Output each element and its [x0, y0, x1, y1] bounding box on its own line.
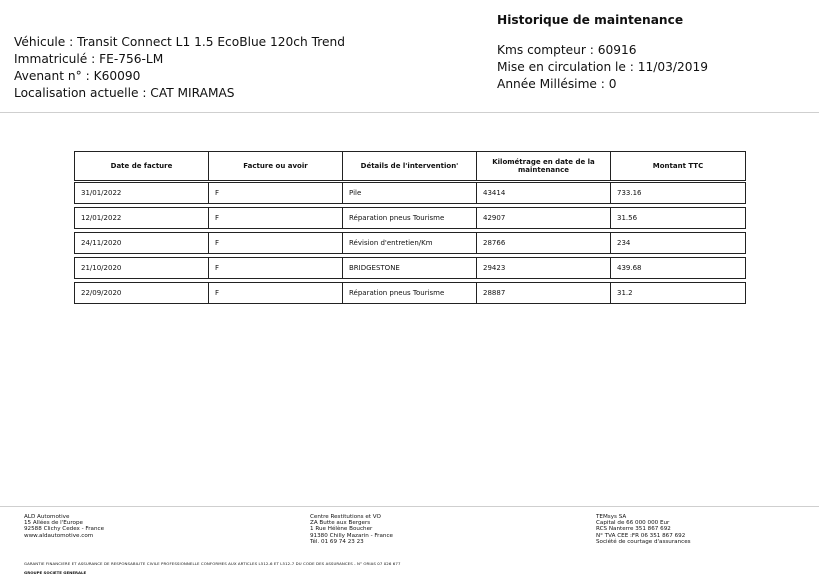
- footer-legal-notice: GARANTIE FINANCIERE ET ASSURANCE DE RESPONSABILITE CIVILE PROFESSIONNELLE CONFORMES AUX ARTICLES L512-6 ET L512-7 DU CODE DES ASSURANCES - N° ORIAS 07 026 677: [24, 561, 401, 566]
- footer-return-center: [310, 514, 393, 545]
- intervention-details-cell: Réparation pneus Tourisme: [343, 208, 477, 228]
- footer-line: Société de courtage d'assurances: [596, 538, 691, 545]
- invoice-type-cell: F: [209, 208, 343, 228]
- intervention-details-cell: BRIDGESTONE: [343, 258, 477, 278]
- invoice-type-cell: F: [209, 183, 343, 203]
- footer-line: 1 Rue Hélène Boucher: [310, 526, 373, 533]
- footer-line: Capital de 66 000 000 Eur: [596, 520, 670, 527]
- table-row: [74, 257, 746, 279]
- maintenance-table: [74, 151, 746, 307]
- amount-cell: 31.2: [617, 289, 633, 297]
- intervention-details-cell: Révision d'entretien/Km: [343, 233, 477, 253]
- footer-line: TEMsys SA: [596, 514, 627, 520]
- header-invoice-date: Date de facture: [75, 152, 209, 180]
- vehicle-amendment: Avenant n° : K60090: [14, 69, 141, 83]
- table-row: [74, 282, 746, 304]
- odometer: Kms compteur : 60916: [497, 43, 637, 57]
- intervention-details-cell: Réparation pneus Tourisme: [343, 283, 477, 303]
- model-year: Année Millésime : 0: [497, 77, 617, 91]
- invoice-date-cell: 31/01/2022: [75, 183, 209, 203]
- footer-line: Centre Restitutions et VO: [310, 514, 381, 520]
- invoice-date-cell: 24/11/2020: [75, 233, 209, 253]
- footer-company-address: [24, 514, 104, 539]
- header-divider: [0, 112, 819, 113]
- footer-line: 15 Allées de l'Europe: [24, 520, 83, 527]
- invoice-type-cell: F: [209, 258, 343, 278]
- table-row: [74, 182, 746, 204]
- mileage-cell: 29423: [477, 258, 611, 278]
- invoice-date-cell: 21/10/2020: [75, 258, 209, 278]
- mileage-cell: 42907: [477, 208, 611, 228]
- footer-line: RCS Nanterre 351 867 692: [596, 526, 671, 533]
- invoice-type-cell: F: [209, 233, 343, 253]
- header-mileage: Kilométrage en date de la maintenance: [477, 152, 611, 180]
- header-invoice-type: Facture ou avoir: [209, 152, 343, 180]
- amount-cell: 439.68: [617, 264, 642, 272]
- footer-legal-entity: [596, 514, 691, 545]
- footer-line: 92588 Clichy Cedex - France: [24, 526, 105, 533]
- invoice-date-cell: 22/09/2020: [75, 283, 209, 303]
- footer-line: ALD Automotive: [24, 514, 70, 520]
- vehicle-registration: Immatriculé : FE-756-LM: [14, 52, 164, 66]
- table-row: [74, 232, 746, 254]
- amount-cell: 733.16: [617, 189, 642, 197]
- intervention-details-cell: Pile: [343, 183, 477, 203]
- footer-website: www.aldautomotive.com: [24, 532, 94, 539]
- page-title: Historique de maintenance: [497, 13, 684, 27]
- vehicle-model: Véhicule : Transit Connect L1 1.5 EcoBlue 120ch Trend: [14, 35, 345, 49]
- invoice-date-cell: 12/01/2022: [75, 208, 209, 228]
- header-intervention-details: Détails de l'intervention': [343, 152, 477, 180]
- footer-line: N° TVA CEE :FR 06 351 867 692: [596, 532, 686, 539]
- vehicle-info: [14, 34, 345, 102]
- header-amount: Montant TTC: [652, 162, 704, 170]
- mileage-cell: 28766: [477, 233, 611, 253]
- footer-line: 91380 Chilly Mazarin - France: [310, 532, 393, 539]
- counter-info: [497, 42, 708, 93]
- amount-cell: 234: [617, 239, 631, 247]
- footer-divider: [0, 506, 819, 507]
- footer-phone: Tél. 01 69 74 23 23: [310, 538, 364, 545]
- footer-line: ZA Butte aux Bergers: [310, 520, 371, 527]
- registration-date: Mise en circulation le : 11/03/2019: [497, 60, 709, 74]
- mileage-cell: 28887: [477, 283, 611, 303]
- table-row: [74, 207, 746, 229]
- vehicle-location: Localisation actuelle : CAT MIRAMAS: [14, 86, 235, 100]
- footer-group-name: GROUPE SOCIETE GENERALE: [24, 570, 87, 575]
- table-header-row: [74, 151, 746, 181]
- mileage-cell: 43414: [477, 183, 611, 203]
- invoice-type-cell: F: [209, 283, 343, 303]
- amount-cell: 31.56: [617, 214, 638, 222]
